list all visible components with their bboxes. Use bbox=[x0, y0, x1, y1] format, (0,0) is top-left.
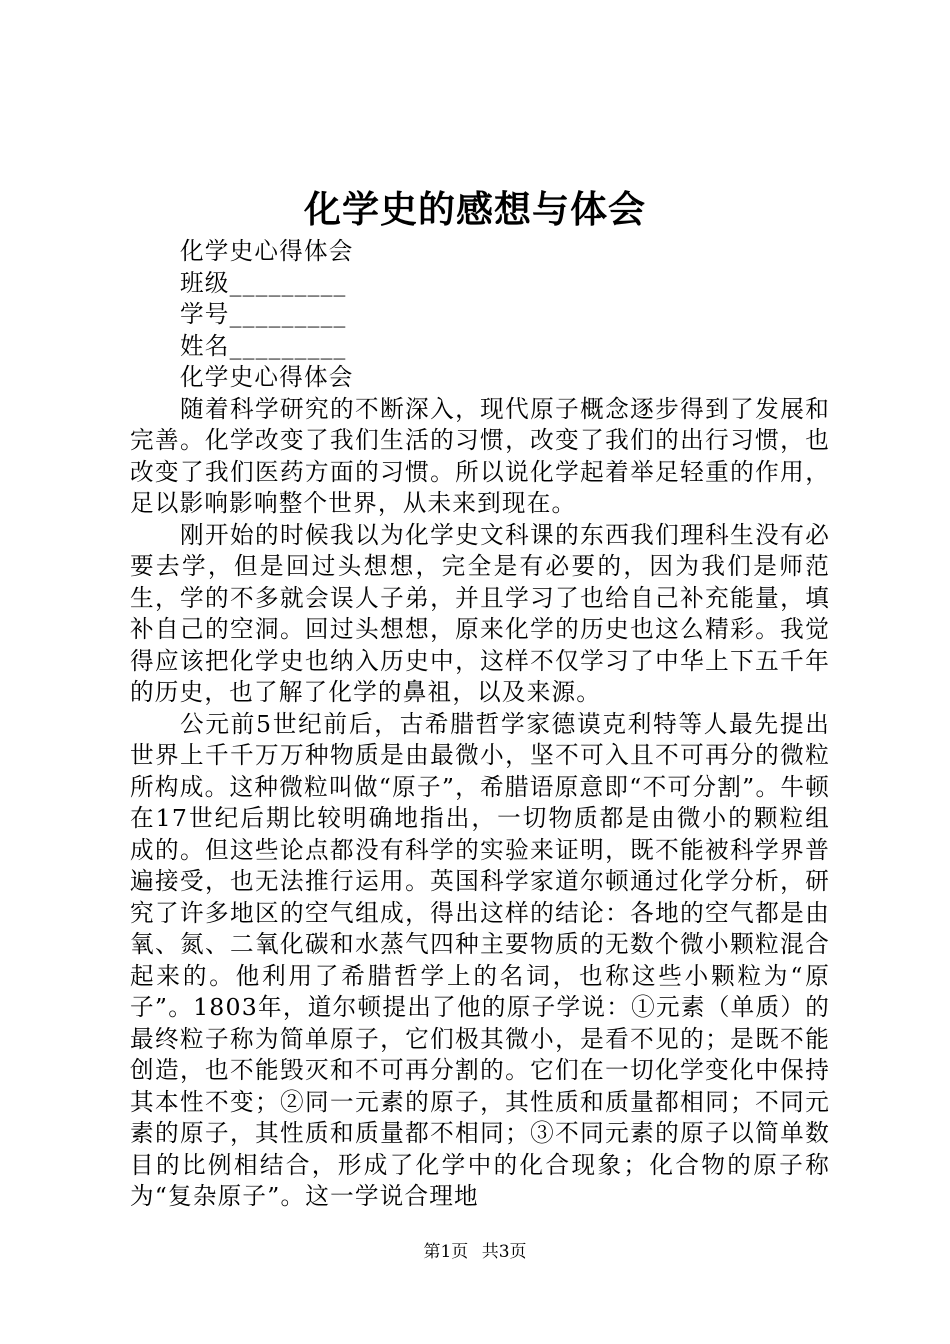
header-line-subtitle: 化学史心得体会 bbox=[180, 237, 354, 265]
paragraph-3: 公元前5世纪前后，古希腊哲学家德谟克利特等人最先提出世界上千千万万种物质是由最微小，坚不可入且不可再分的微粒所构成。这种微粒叫做“原子”，希腊语原意即“不可分割”。牛顿在17世纪后期比较明确地指出，一切物质都是由微小的颗粒组成的。但这些论点都没有科学的实验来证明，既不能被科学界普遍接受，也无法推行运用。英国科学家道尔顿通过化学分析，研究了许多地区的空气组成，得出这样的结论：各地的空气都是由氧、氮、二氧化碳和水蒸气四种主要物质的无数个微小颗粒混合起来的。他利用了希腊哲学上的名词，也称这些小颗粒为“原子”。1803年，道尔顿提出了他的原子学说：①元素（单质）的最终粒子称为简单原子，它们极其微小，是看不见的；是既不能创造，也不能毁灭和不可再分割的。它们在一切化学变化中保持其本性不变；②同一元素的原子，其性质和质量都相同；不同元素的原子，其性质和质量都不相同；③不同元素的原子以简单数目的比例相结合，形成了化学中的化合现象；化合物的原子称为“复杂原子”。这一学说合理地 bbox=[130, 709, 830, 1210]
page-total: 共3页 bbox=[481, 1242, 527, 1262]
header-line-heading: 化学史心得体会 bbox=[180, 363, 354, 391]
document-body bbox=[130, 236, 830, 1213]
paragraph-2: 刚开始的时候我以为化学史文科课的东西我们理科生没有必要去学，但是回过头想想，完全是有必要的，因为我们是师范生，学的不多就会误人子弟，并且学习了也给自己补充能量，填补自己的空洞。回过头想想，原来化学的历史也这么精彩。我觉得应该把化学史也纳入历史中，这样不仅学习了中华上下五千年的历史，也了解了化学的鼻祖，以及来源。 bbox=[130, 520, 830, 706]
header-line-name: 姓名_________ bbox=[180, 331, 347, 360]
page-footer bbox=[0, 1240, 950, 1264]
document-title: 化学史的感想与体会 bbox=[304, 187, 646, 231]
page-number: 第1页 bbox=[423, 1242, 469, 1262]
paragraph-1: 随着科学研究的不断深入，现代原子概念逐步得到了发展和完善。化学改变了我们生活的习惯，改变了我们的出行习惯，也改变了我们医药方面的习惯。所以说化学起着举足轻重的作用，足以影响影响整个世界，从未来到现在。 bbox=[130, 394, 830, 517]
header-line-class: 班级_________ bbox=[180, 268, 347, 297]
header-line-student-id: 学号_________ bbox=[180, 300, 347, 328]
